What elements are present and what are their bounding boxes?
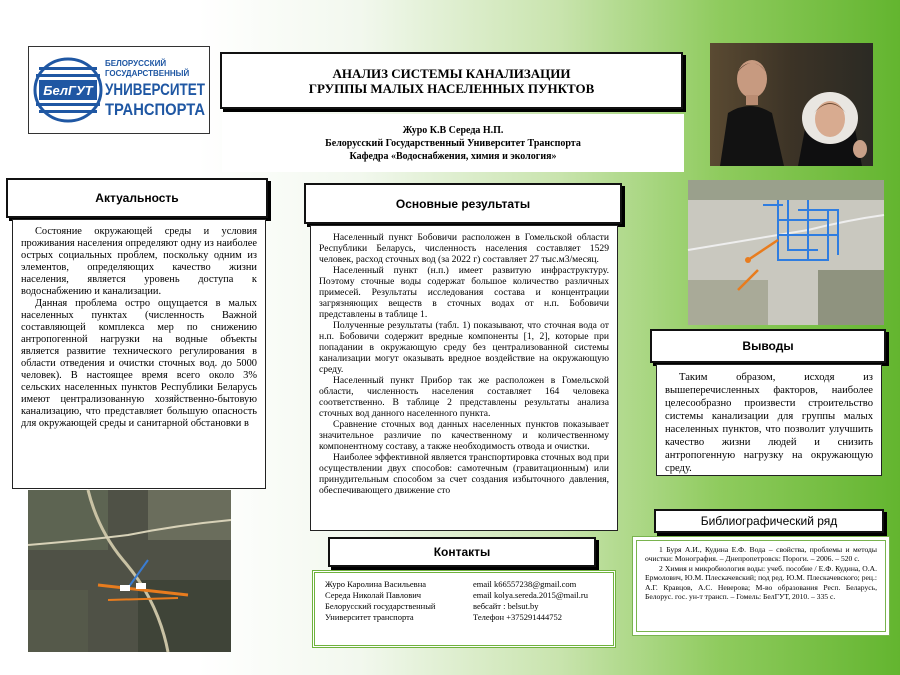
actuality-paragraph-2: Данная проблема остро ощущается в малых населенных пунктах (численность Важной составляющей комплекса мер по снижению антропогенной нагрузки на водные объекты является развитие технического регулирования в области отведения и очистки сточных вод. до 5000 человек). В настоящее время всего около 3% сельских населенных пунктов Республики Беларусь имеют централизованную хозяйственно-бытовую канализацию, что представляет большую опасность для окружающей среды и санитарной обстановки в <box>21 298 257 429</box>
map-graphic <box>28 490 231 652</box>
author-university: Белорусский Государственный Университет Транспорта <box>325 137 581 149</box>
contact-name: Журо Каролина Васильевна <box>325 579 427 589</box>
contact-row <box>325 590 603 601</box>
logo-line1: БЕЛОРУССКИЙ <box>105 59 167 68</box>
results-paragraph-3: Полученные результаты (табл. 1) показывают, что сточная вода от н.п. Бобовичи содержит вредные компоненты [1, 2], которые при попадании в окружающую среду без централизованной системы канализации могут оказывать вредное воздействие на окружающую среду. <box>319 320 609 375</box>
bibliography-ref-1: 1 Буря А.И., Кудина Е.Ф. Вода – свойства, проблемы и методы очистки: Монография. – Днепропетровск: Пороги. – 2006. – 520 с. <box>645 545 877 564</box>
contact-row <box>325 601 603 612</box>
logo-badge-text: БелГУТ <box>43 83 93 98</box>
bibliography-heading: Библиографический ряд <box>654 509 884 533</box>
conclusions-heading: Выводы <box>650 329 886 363</box>
contact-org: Университет транспорта <box>325 612 414 622</box>
results-heading: Основные результаты <box>304 183 622 224</box>
title-line1: АНАЛИЗ СИСТЕМЫ КАНАЛИЗАЦИИ <box>332 65 571 81</box>
university-logo <box>28 46 210 134</box>
logo-line3: УНИВЕРСИТЕТ <box>105 81 205 99</box>
map-network-graphic <box>688 180 884 325</box>
logo-line4: ТРАНСПОРТА <box>105 101 206 119</box>
contact-org: Белорусский государственный <box>325 601 436 611</box>
contact-row <box>325 579 603 590</box>
logo-graphic <box>29 47 209 133</box>
results-paragraph-1: Населенный пункт Бобовичи расположен в Гомельской области Республики Беларусь, численность населения составляет 1529 человек, расход сточных вод (за 2022 г) составляет 27 тыс.м3/месяц. <box>319 232 609 265</box>
contact-email[interactable]: email kolya.sereda.2015@mail.ru <box>473 590 588 600</box>
logo-line2: ГОСУДАРСТВЕННЫЙ <box>105 69 190 78</box>
photo-graphic <box>710 43 873 166</box>
results-paragraph-5: Сравнение сточных вод данных населенных пунктов показывает значительное различие по качественному и количественному компонентному составу, а также необходимость отвода и очистки. <box>319 419 609 452</box>
poster-title <box>220 52 683 109</box>
bibliography-ref-2: 2 Химия и микробиология воды: учеб. пособие / Е.Ф. Кудина, О.А. Ермолович, Ю.М. Плескачевский; под ред. Ю.М. Плескачевского; рец.: А.Г. Кравцов, А.С. Неверова; М-во образования Респ. Беларусь, Белорус. гос. ун-т трансп. – Гомель: БелГУТ, 2010. – 335 с. <box>645 563 877 602</box>
authors-block <box>222 114 684 172</box>
title-line2: ГРУППЫ МАЛЫХ НАСЕЛЕННЫХ ПУНКТОВ <box>308 80 595 96</box>
contact-phone[interactable]: Телефон +375291444752 <box>473 612 562 622</box>
contact-email[interactable]: email k66557238@gmail.com <box>473 579 577 589</box>
network-map-pribor <box>688 180 884 325</box>
results-paragraph-6: Наиболее эффективной является транспортировка сточных вод при осуществлении двух способов: самотечным (гравитационным) или принудительным способом за счет создания избыточного давления, обеспечивающего движение сто <box>319 452 609 496</box>
results-paragraph-2: Населенный пункт (н.п.) имеет развитую инфраструктуру. Поэтому сточные воды содержат большое количество различных примесей. Результаты исследования состава и концентрации загрязняющих веществ в сточных водах от н.п. Бобовичи представлены в таблице 1. <box>319 265 609 320</box>
actuality-paragraph-1: Состояние окружающей среды и условия проживания населения определяют одну из наиболее острых социальных проблем, поскольку одним из элементов, определяющих качество жизни населения, является уровень доступа к водоснабжению и канализации. <box>21 226 257 297</box>
conclusions-text: Таким образом, исходя из вышеперечисленных факторов, наиболее целесообразно произвести строительство системы канализации для группы малых населенных пунктов, что позволит улучшить качество жизни людей и снизить антропогенную нагрузку на окружающую среду. <box>665 372 873 474</box>
author-names: Журо К.В Середа Н.П. <box>402 124 504 136</box>
actuality-box <box>12 219 266 489</box>
author-department: Кафедра «Водоснабжения, химия и экология» <box>349 150 557 162</box>
contact-website[interactable]: вебсайт : belsut.by <box>473 601 539 611</box>
contacts-heading: Контакты <box>328 537 596 567</box>
authors-photo <box>710 43 873 166</box>
contacts-box <box>312 570 616 648</box>
results-paragraph-4: Населенный пункт Прибор так же расположен в Гомельской области, численность населения составляет 164 человека соответственно. В таблице 2 представлены результаты анализа сточных вод данного населенного пункта. <box>319 375 609 419</box>
contact-name: Середа Николай Павлович <box>325 590 422 600</box>
bibliography-box <box>636 540 886 632</box>
results-box <box>310 225 618 531</box>
conclusions-box <box>656 364 882 476</box>
contact-row <box>325 612 603 623</box>
satellite-map-bobovichi <box>28 490 231 652</box>
actuality-heading: Актуальность <box>6 178 268 218</box>
